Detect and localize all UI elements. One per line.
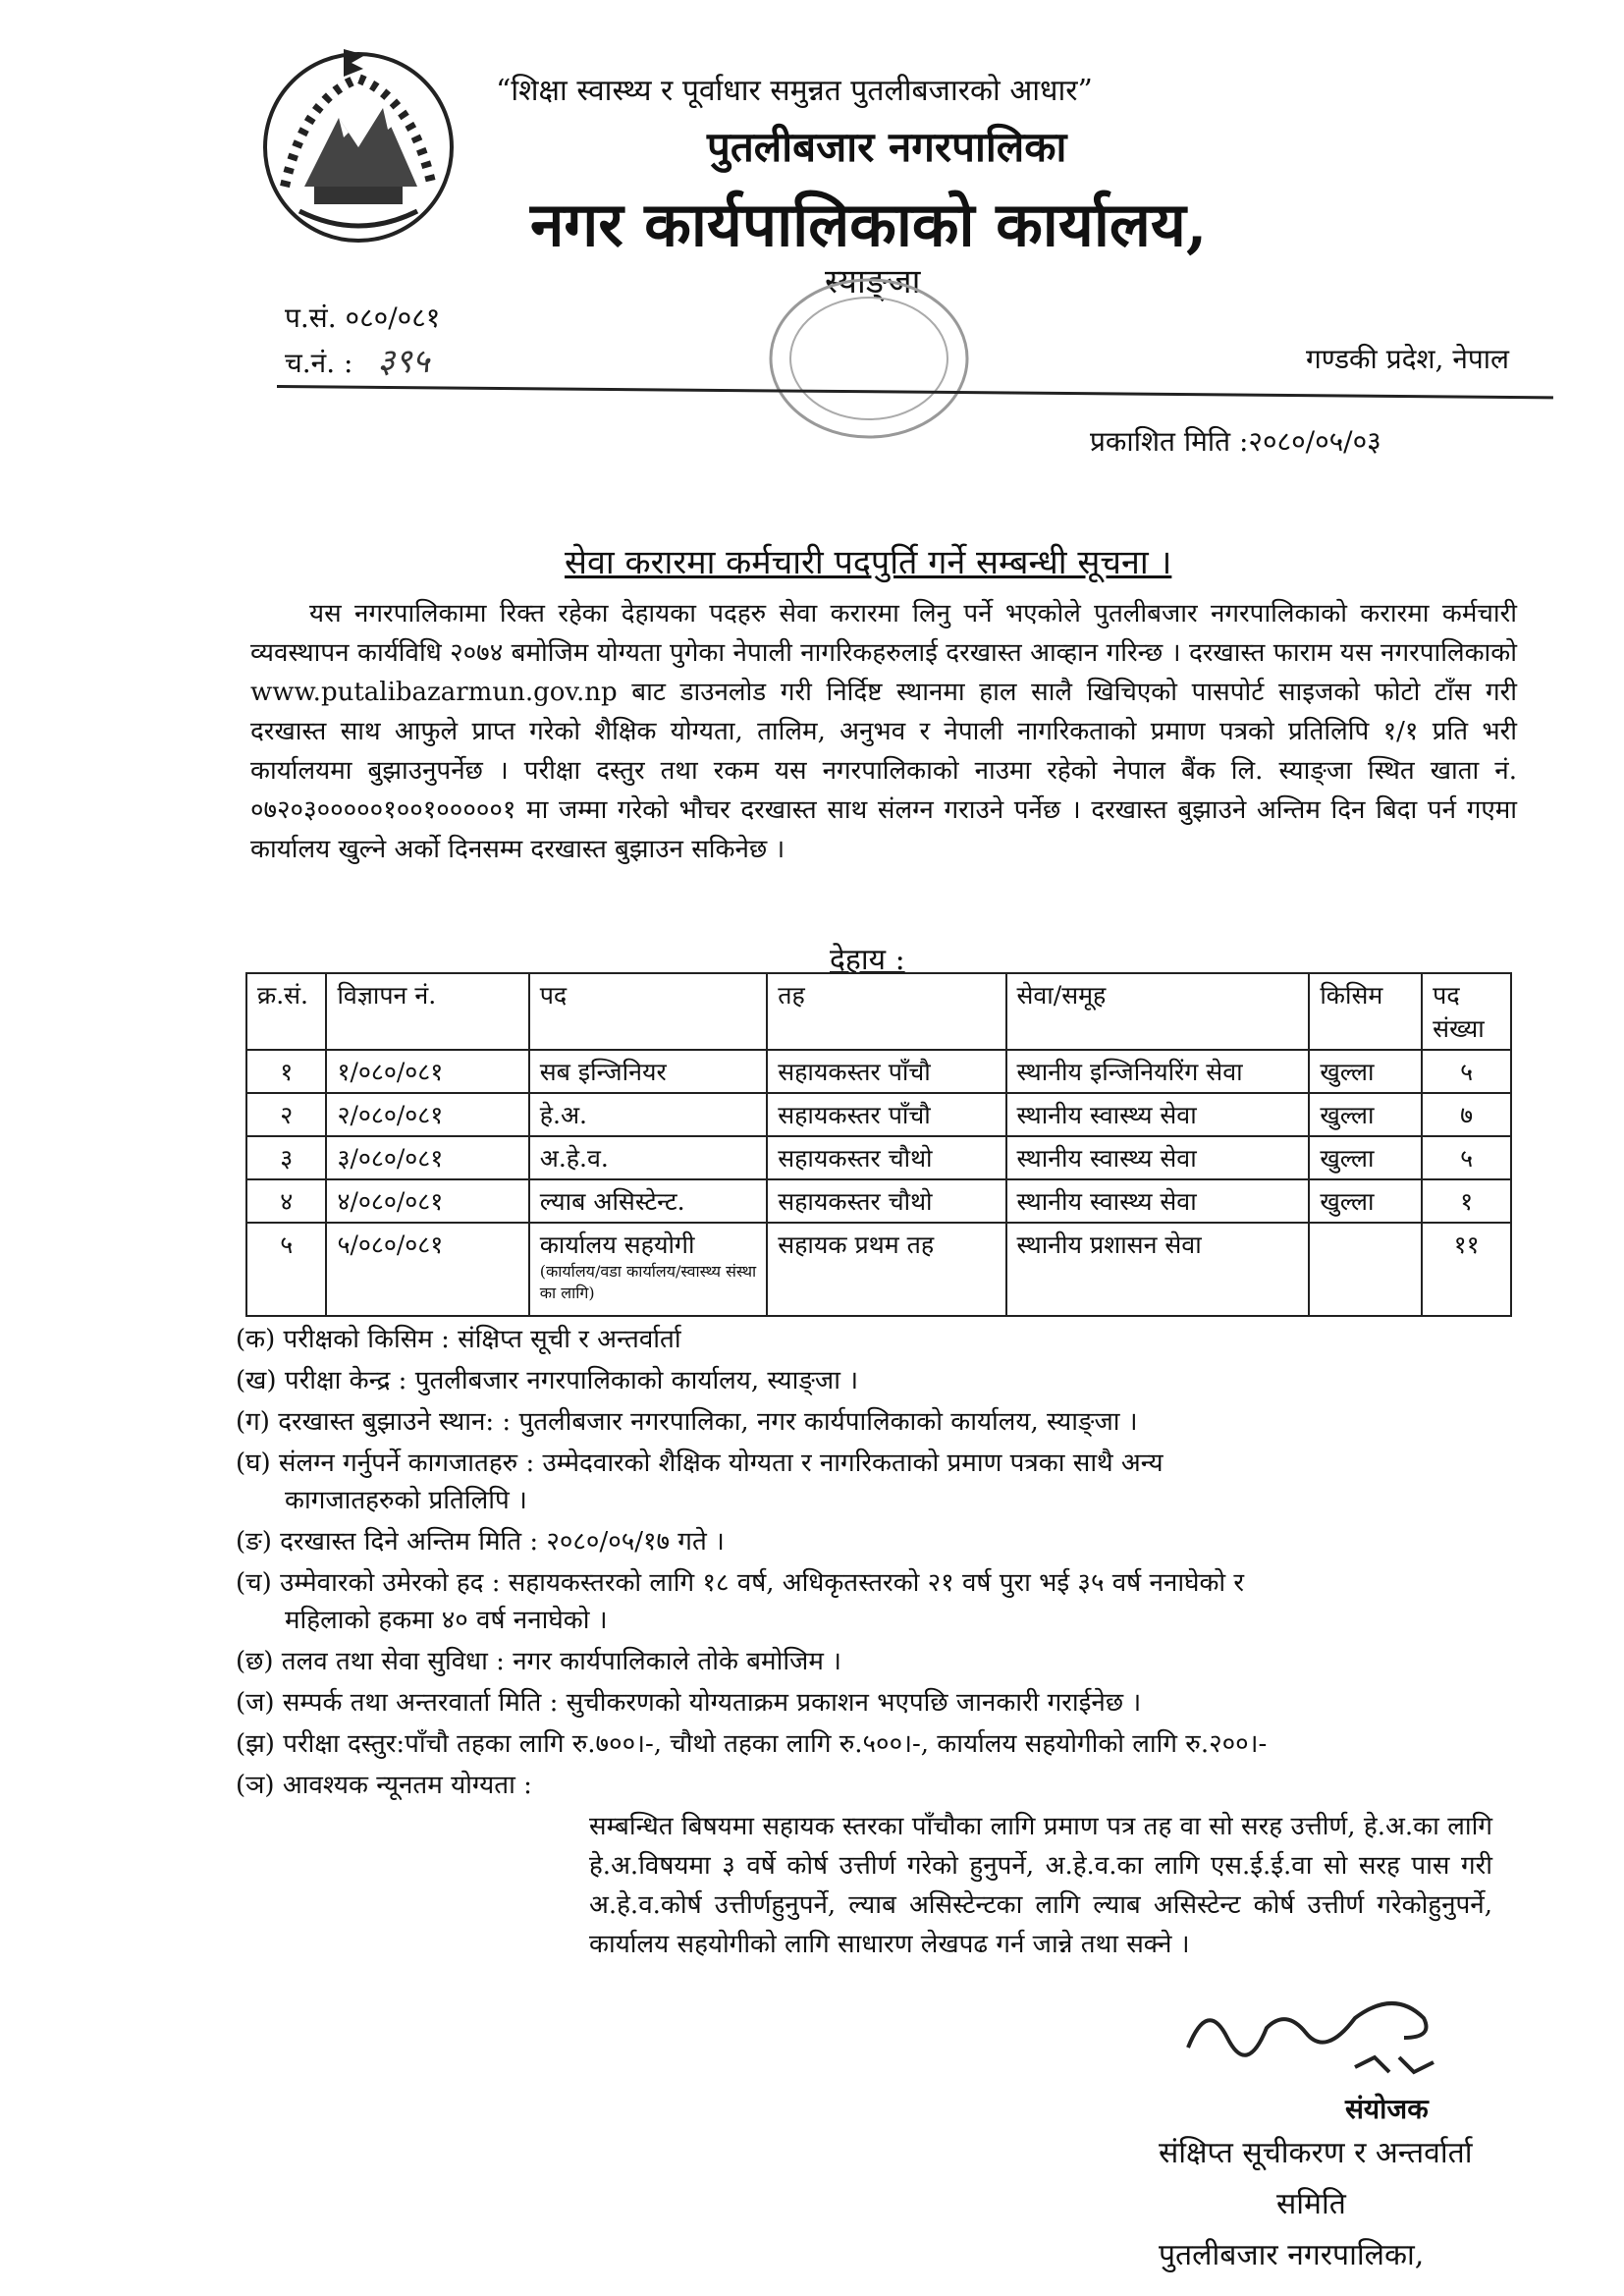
note-label: (घ) <box>236 1449 271 1478</box>
cell-type: खुल्ला <box>1309 1050 1422 1093</box>
cell-count: ७ <box>1422 1093 1511 1136</box>
vacancy-table <box>245 972 1512 1317</box>
note-item <box>236 1767 1532 1804</box>
col-adv: विज्ञापन नं. <box>326 973 528 1050</box>
cell-sn: ३ <box>246 1136 326 1179</box>
note-continuation: कागजातहरुको प्रतिलिपि । <box>285 1486 527 1515</box>
published-date <box>1090 422 1381 460</box>
district-name: स्याङ्जा <box>825 262 921 301</box>
table-row <box>246 1093 1511 1136</box>
cell-type: खुल्ला <box>1309 1136 1422 1179</box>
note-text: परीक्षा केन्द्र : पुतलीबजार नगरपालिकाको कार्यालय, स्याङ्जा । <box>284 1366 859 1395</box>
cell-service: स्थानीय स्वास्थ्य सेवा <box>1006 1179 1310 1223</box>
cell-service: स्थानीय इन्जिनियरिंग सेवा <box>1006 1050 1310 1093</box>
committee-name: संक्षिप्त सूचीकरण र अन्तर्वार्ता <box>1159 2136 1473 2170</box>
cell-post: ल्याब असिस्टेन्ट. <box>529 1179 768 1223</box>
note-text: परीक्षा दस्तुर:पाँचौ तहका लागि रु.७००।-, चौथो तहका लागि रु.५००।-, कार्यालय सहयोगीको लागि रु.२००।- <box>283 1729 1268 1759</box>
note-label: (ञ) <box>236 1771 275 1800</box>
note-text: परीक्षको किसिम : संक्षिप्त सूची र अन्तर्वार्ता <box>283 1325 681 1354</box>
note-label: (ज) <box>236 1688 275 1718</box>
table-row <box>246 1179 1511 1223</box>
cell-adv: ३/०८०/०८१ <box>326 1136 528 1179</box>
cell-service: स्थानीय स्वास्थ्य सेवा <box>1006 1136 1310 1179</box>
ref-number-row <box>285 297 440 340</box>
note-continuation: महिलाको हकमा ४० वर्ष ननाघेको । <box>285 1606 608 1635</box>
cell-count: ५ <box>1422 1136 1511 1179</box>
note-label: (क) <box>236 1325 276 1354</box>
col-type: किसिम <box>1309 973 1422 1050</box>
cell-adv: २/०८०/०८१ <box>326 1093 528 1136</box>
table-row <box>246 1136 1511 1179</box>
cell-type: खुल्ला <box>1309 1093 1422 1136</box>
cell-sn: ५ <box>246 1223 326 1316</box>
table-row <box>246 1223 1511 1316</box>
note-label: (ख) <box>236 1366 277 1395</box>
slogan: “शिक्षा स्वास्थ्य र पूर्वाधार समुन्नत पुतलीबजारको आधार” <box>496 74 1093 108</box>
cell-post: हे.अ. <box>529 1093 768 1136</box>
cell-sn: ४ <box>246 1179 326 1223</box>
note-label: (ग) <box>236 1407 270 1437</box>
cell-sn: १ <box>246 1050 326 1093</box>
cell-service: स्थानीय स्वास्थ्य सेवा <box>1006 1093 1310 1136</box>
cell-post: अ.हे.व. <box>529 1136 768 1179</box>
note-text: दरखास्त दिने अन्तिम मिति : २०८०/०५/१७ गते । <box>280 1527 725 1557</box>
note-item <box>236 1684 1532 1722</box>
note-item <box>236 1564 1532 1639</box>
cell-post-title: कार्यालय सहयोगी <box>539 1230 695 1259</box>
signatory-org: पुतलीबजार नगरपालिका, <box>1159 2238 1425 2272</box>
cell-count: १ <box>1422 1179 1511 1223</box>
published-value: २०८०/०५/०३ <box>1248 425 1381 458</box>
note-item <box>236 1403 1532 1441</box>
notice-title: सेवा करारमा कर्मचारी पदपुर्ति गर्ने सम्बन्धी सूचना । <box>565 543 1172 582</box>
dispatch-label: च.नं. : <box>285 347 353 379</box>
note-item <box>236 1523 1532 1560</box>
note-text: दरखास्त बुझाउने स्थान: : पुतलीबजार नगरपालिका, नगर कार्यपालिकाको कार्यालय, स्याङ्जा । <box>278 1407 1138 1437</box>
note-text: संलग्न गर्नुपर्ने कागजातहरु : उम्मेदवारको शैक्षिक योग्यता र नागरिकताको प्रमाण पत्रका साथै अन्य <box>278 1449 1164 1478</box>
dispatch-number-row <box>285 340 440 385</box>
cell-adv: ४/०८०/०८१ <box>326 1179 528 1223</box>
note-text: सम्पर्क तथा अन्तरवार्ता मिति : सुचीकरणको योग्यताक्रम प्रकाशन भएपछि जानकारी गराईनेछ । <box>282 1688 1142 1718</box>
note-label: (ङ) <box>236 1527 272 1557</box>
reference-block <box>285 297 440 385</box>
cell-type <box>1309 1223 1422 1316</box>
office-stamp-icon <box>766 275 972 442</box>
ref-value: ०८०/०८१ <box>345 301 441 334</box>
note-text: उम्मेवारको उमेरको हद : सहायकस्तरको लागि १८ वर्ष, अधिकृतस्तरको २१ वर्ष पुरा भई ३५ वर्ष ननाघेको र <box>280 1568 1245 1598</box>
note-item <box>236 1321 1532 1358</box>
notice-body: यस नगरपालिकामा रिक्त रहेका देहायका पदहरु सेवा करारमा लिनु पर्ने भएकोले पुतलीबजार नगरपालिकाको करारमा कर्मचारी व्यवस्थापन कार्यविधि २०७४ बमोजिम योग्यता पुगेका नेपाली नागरिकहरुलाई दरखास्त आव्हान गरिन्छ । दरखास्त फाराम यस नगरपालिकाको www.putalibazarmun.gov.np बाट डाउनलोड गरी निर्दिष्ट स्थानमा हाल सालै खिचिएको पासपोर्ट साइजको फोटो टाँस गरी दरखास्त साथ आफुले प्राप्त गरेको शैक्षिक योग्यता, तालिम, अनुभव र नेपाली नागरिकताको प्रमाण पत्रको प्रतिलिपि १/१ प्रति भरी कार्यालयमा बुझाउनुपर्नेछ । परीक्षा दस्तुर तथा रकम यस नगरपालिकाको नाउमा रहेको नेपाल बैंक लि. स्याङ्जा स्थित खाता नं. ०७२०३०००००१००१०००००१ मा जम्मा गरेको भौचर दरखास्त साथ संलग्न गराउने पर्नेछ । दरखास्त बुझाउने अन्तिम दिन बिदा पर्न गएमा कार्यालय खुल्ने अर्को दिनसम्म दरखास्त बुझाउन सकिनेछ । <box>250 599 1517 864</box>
cell-post-note: (कार्यालय/वडा कार्यालय/स्वास्थ्य संस्था का लागि) <box>539 1262 757 1302</box>
note-label: (च) <box>236 1568 272 1598</box>
cell-count: ५ <box>1422 1050 1511 1093</box>
office-name: नगर कार्यपालिकाको कार्यालय, <box>530 189 1208 260</box>
note-text: तलव तथा सेवा सुविधा : नगर कार्यपालिकाले तोके बमोजिम । <box>281 1647 842 1676</box>
cell-adv: १/०८०/०८१ <box>326 1050 528 1093</box>
municipality-name: पुतलीबजार नगरपालिका <box>707 123 1067 171</box>
table-header-row <box>246 973 1511 1050</box>
ref-label: प.सं. <box>285 301 337 334</box>
table-row <box>246 1050 1511 1093</box>
col-count: पद संख्या <box>1422 973 1511 1050</box>
cell-level: सहायकस्तर चौथो <box>767 1179 1005 1223</box>
nepal-emblem-icon <box>245 39 471 250</box>
note-item <box>236 1725 1532 1763</box>
note-label: (छ) <box>236 1647 274 1676</box>
cell-post <box>529 1223 768 1316</box>
cell-level: सहायक प्रथम तह <box>767 1223 1005 1316</box>
qualification-text: सम्बन्धित बिषयमा सहायक स्तरका पाँचौका लागि प्रमाण पत्र तह वा सो सरह उत्तीर्ण, हे.अ.का लागि हे.अ.विषयमा ३ वर्षे कोर्ष उत्तीर्ण गरेको हुनुपर्ने, अ.हे.व.का लागि एस.ई.ई.वा सो सरह पास गरी अ.हे.व.कोर्ष उत्तीर्णहुनुपर्ने, ल्याब असिस्टेन्टका लागि ल्याब असिस्टेन्ट कोर्ष उत्तीर्ण गरेकोहुनुपर्ने, कार्यालय सहयोगीको लागि साधारण लेखपढ गर्न जान्ने तथा सक्ने । <box>589 1812 1492 1959</box>
table-caption: देहाय : <box>830 943 905 977</box>
cell-sn: २ <box>246 1093 326 1136</box>
col-level: तह <box>767 973 1005 1050</box>
dispatch-value: ३९५ <box>377 342 430 381</box>
cell-level: सहायकस्तर चौथो <box>767 1136 1005 1179</box>
note-item <box>236 1643 1532 1680</box>
note-item <box>236 1445 1532 1519</box>
col-post: पद <box>529 973 768 1050</box>
notes-list <box>236 1321 1532 1808</box>
signature-icon <box>1178 1979 1453 2087</box>
note-label: (झ) <box>236 1729 275 1759</box>
cell-count: ११ <box>1422 1223 1511 1316</box>
cell-type: खुल्ला <box>1309 1179 1422 1223</box>
committee-word: समिति <box>1276 2187 1346 2221</box>
province-country: गण्डकी प्रदेश, नेपाल <box>1306 343 1510 375</box>
cell-post: सब इन्जिनियर <box>529 1050 768 1093</box>
col-sn: क्र.सं. <box>246 973 326 1050</box>
signatory-role: संयोजक <box>1345 2093 1429 2125</box>
note-item <box>236 1362 1532 1399</box>
cell-service: स्थानीय प्रशासन सेवा <box>1006 1223 1310 1316</box>
note-text: आवश्यक न्यूनतम योग्यता : <box>282 1771 532 1800</box>
cell-adv: ५/०८०/०८१ <box>326 1223 528 1316</box>
cell-level: सहायकस्तर पाँचौ <box>767 1093 1005 1136</box>
col-service: सेवा/समूह <box>1006 973 1310 1050</box>
cell-level: सहायकस्तर पाँचौ <box>767 1050 1005 1093</box>
published-label: प्रकाशित मिति : <box>1090 425 1249 458</box>
